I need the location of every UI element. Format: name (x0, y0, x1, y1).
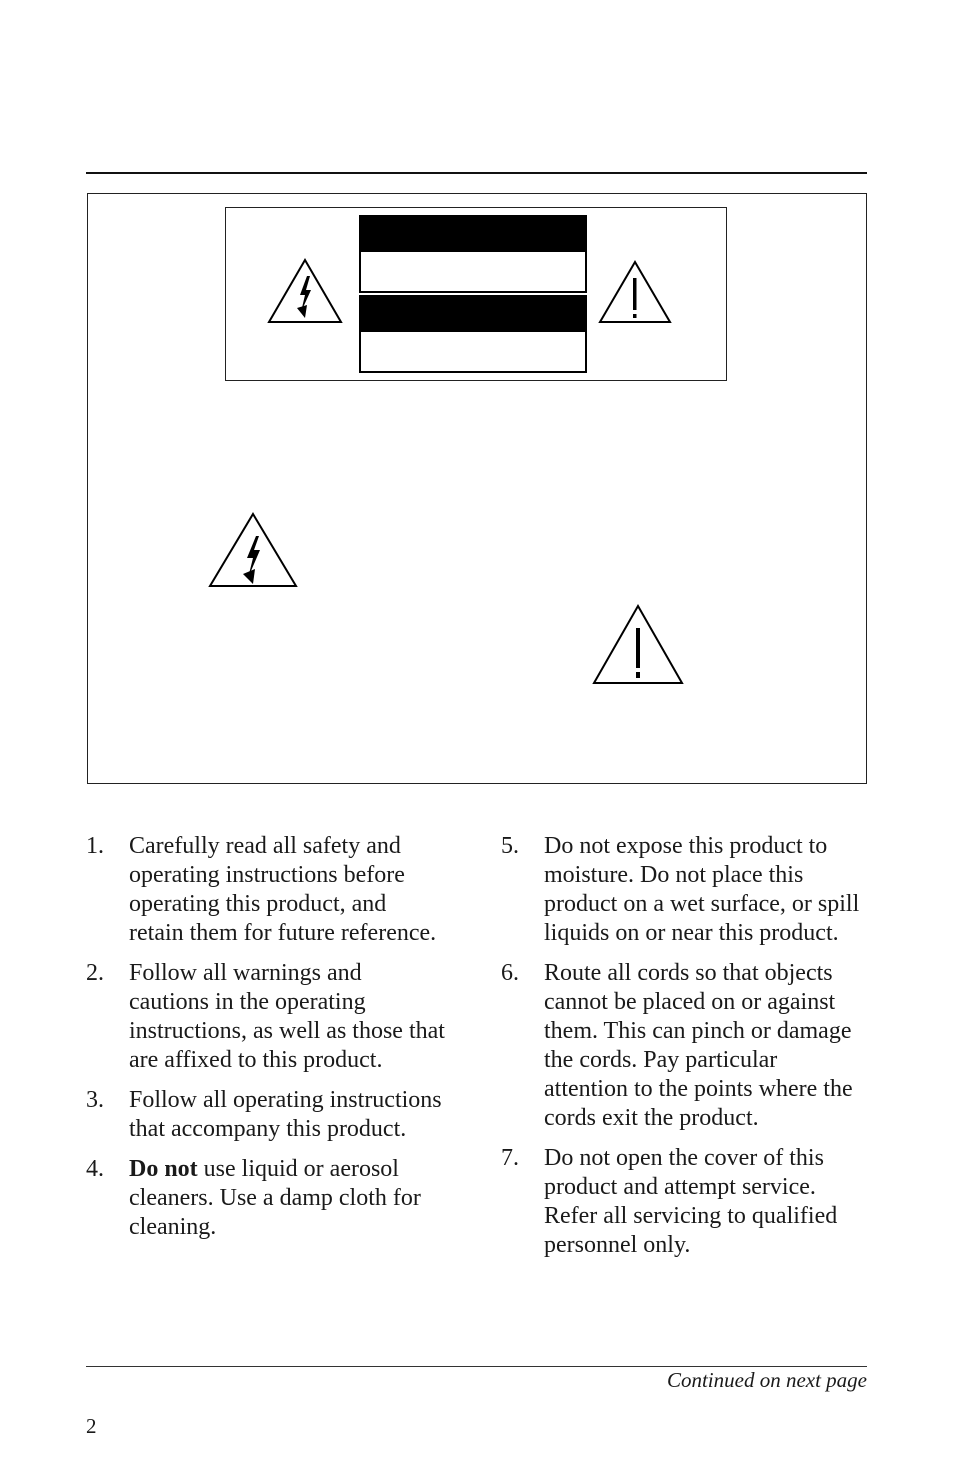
item-number: 1. (86, 833, 104, 859)
item-text-rest: use liquid or aerosol cleaners. Use a damp cloth for cleaning. (129, 1156, 421, 1240)
item-number: 7. (501, 1145, 519, 1171)
item-text: Follow all operating instructions that accompany this product. (129, 1087, 442, 1142)
item-number: 2. (86, 960, 104, 986)
emphasis-text: Do not (129, 1156, 198, 1182)
list-item (501, 1144, 861, 1260)
list-item (86, 832, 446, 948)
list-item (501, 959, 861, 1133)
item-text: Carefully read all safety and operating instructions before operating this product, and retain them for future reference. (129, 833, 437, 946)
item-number: 5. (501, 833, 519, 859)
safety-list-left (86, 832, 446, 1253)
item-text: Route all cords so that objects cannot be placed on or against them. This can pinch or damage the cords. Pay particular attention to the points where the cords exit the product. (544, 960, 853, 1131)
top-rule (86, 172, 867, 174)
item-text: Follow all warnings and cautions in the operating instructions, as well as those that are affixed to this product. (129, 960, 445, 1073)
lightning-warning-icon (208, 512, 298, 588)
label-block-lower-bar (361, 297, 585, 332)
exclamation-warning-icon (592, 604, 684, 685)
list-item (86, 1155, 446, 1242)
exclamation-warning-icon (598, 260, 672, 324)
list-item (501, 832, 861, 948)
item-number: 3. (86, 1087, 104, 1113)
label-block-upper-bar (361, 217, 585, 252)
label-block-lower (359, 295, 587, 373)
safety-list-right (501, 832, 861, 1271)
list-item (86, 959, 446, 1075)
lightning-warning-icon (267, 258, 343, 324)
label-block-upper (359, 215, 587, 293)
item-number: 6. (501, 960, 519, 986)
item-number: 4. (86, 1156, 104, 1182)
list-item (86, 1086, 446, 1144)
continued-note: Continued on next page (666, 1368, 867, 1392)
page-number: 2 (86, 1414, 97, 1438)
item-text: Do not expose this product to moisture. Do not place this product on a wet surface, or spill liquids on or near this product. (544, 833, 860, 946)
item-text: Do not open the cover of this product and attempt service. Refer all servicing to qualified personnel only. (544, 1145, 838, 1258)
item-text (129, 1155, 446, 1242)
